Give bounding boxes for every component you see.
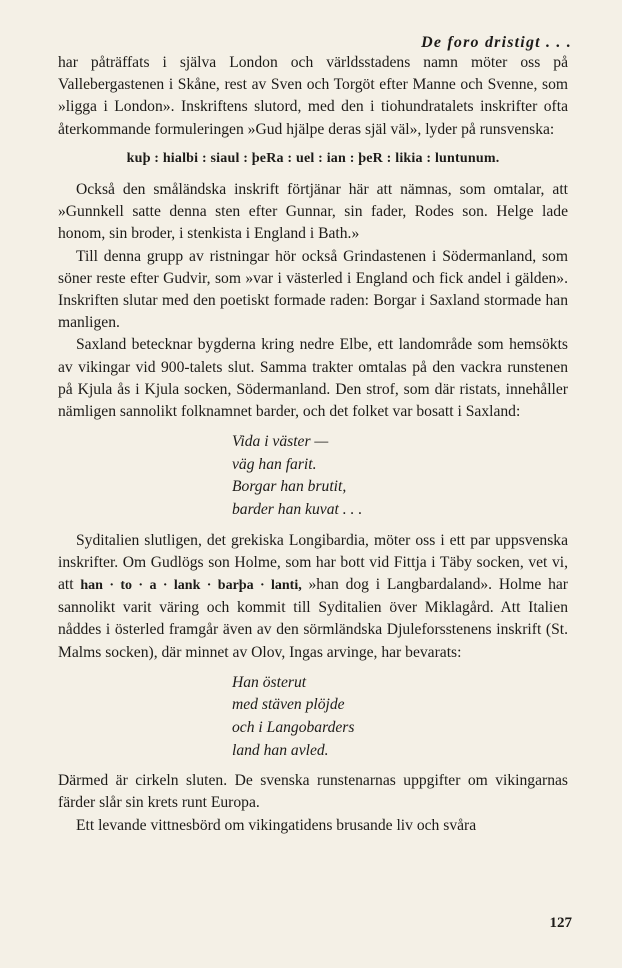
body-text [58, 52, 568, 837]
paragraph-4: Saxland betecknar bygderna kring nedre Elbe, ett landområde som hemsökts av vikingar vid 900-talets slut. Samma trakter omtalas på den vackra runstenen på Kjula ås i Kjula socken, Södermanland. Den strof, som där ristats, innehåller nämligen sannolikt folknamnet barder, och det folket var bosatt i Saxland: [58, 336, 568, 421]
runic-transcription: kuþ : hialbi : siaul : þeRa : uel : ian : þeR : likia : luntunum. [126, 150, 500, 166]
paragraph-3: Till denna grupp av ristningar hör också Grindastenen i Södermanland, som söner reste efter Gudvir, som »var i västerled i England och fick andel i gälden». Inskriften slutar med den poetiskt formade raden: Borgar i Saxland stormade han manligen. [58, 247, 568, 332]
poem-djulefors [232, 672, 568, 762]
paragraph-5-start: Syditalien slutligen, det grekiska Longibardia, möter oss i ett par uppsvenska inskrifter. Om Gudlögs son Holme, som har bott vid Fittja i Täby socken, vet vi, att [58, 531, 568, 594]
paragraph-1: har påträffats i själva London och världsstadens namn möter oss på Vallebergastenen i Skåne, rest av Sven och Torgöt efter Manne och Svenne, som »ligga i London». Inskriftens slutord, med den i tiohundratalets inskrifter ofta återkommande formuleringen »Gud hjälpe deras själ väl», lyder på runsvenska: [58, 54, 568, 138]
poem-line: Han österut [232, 673, 307, 691]
paragraph-5-end: »han dog i Langbardaland». Holme har sannolikt varit väring och kommit till Syditalien över Miklagård. Att Italien nåddes i österled framgår även av den sörmländska Djuleforsstenens inskrift (St. Malms socken), där minnet av Olov, Ingas arvinge, har bevarats: [58, 576, 568, 661]
poem-line: med stäven plöjde [232, 696, 345, 714]
poem-kjula [232, 431, 568, 521]
poem-line: barder han kuvat . . . [232, 501, 363, 519]
page-number: 127 [549, 915, 572, 931]
running-head: De foro dristigt . . . [421, 34, 572, 51]
paragraph-5 [58, 530, 568, 664]
inline-runic-transcription: han · to · a · lank · barþa · lanti, [80, 578, 302, 594]
poem-line: Vida i väster — [232, 433, 329, 451]
paragraph-7: Ett levande vittnesbörd om vikingatidens brusande liv och svåra [76, 816, 477, 834]
poem-line: Borgar han brutit, [232, 478, 347, 496]
poem-line: land han avled. [232, 741, 329, 759]
poem-line: väg han farit. [232, 455, 317, 473]
paragraph-2: Också den småländska inskrift förtjänar här att nämnas, som omtalar, att »Gunnkell satte denna sten efter Gunnar, sin fader, Rodes son. Helge lade honom, sin broder, i stenkista i England i Bath.» [58, 181, 568, 243]
poem-line: och i Langobarders [232, 719, 355, 737]
paragraph-6: Därmed är cirkeln sluten. De svenska runstenarnas uppgifter om vikingarnas färder slår sin krets runt Europa. [58, 772, 568, 812]
